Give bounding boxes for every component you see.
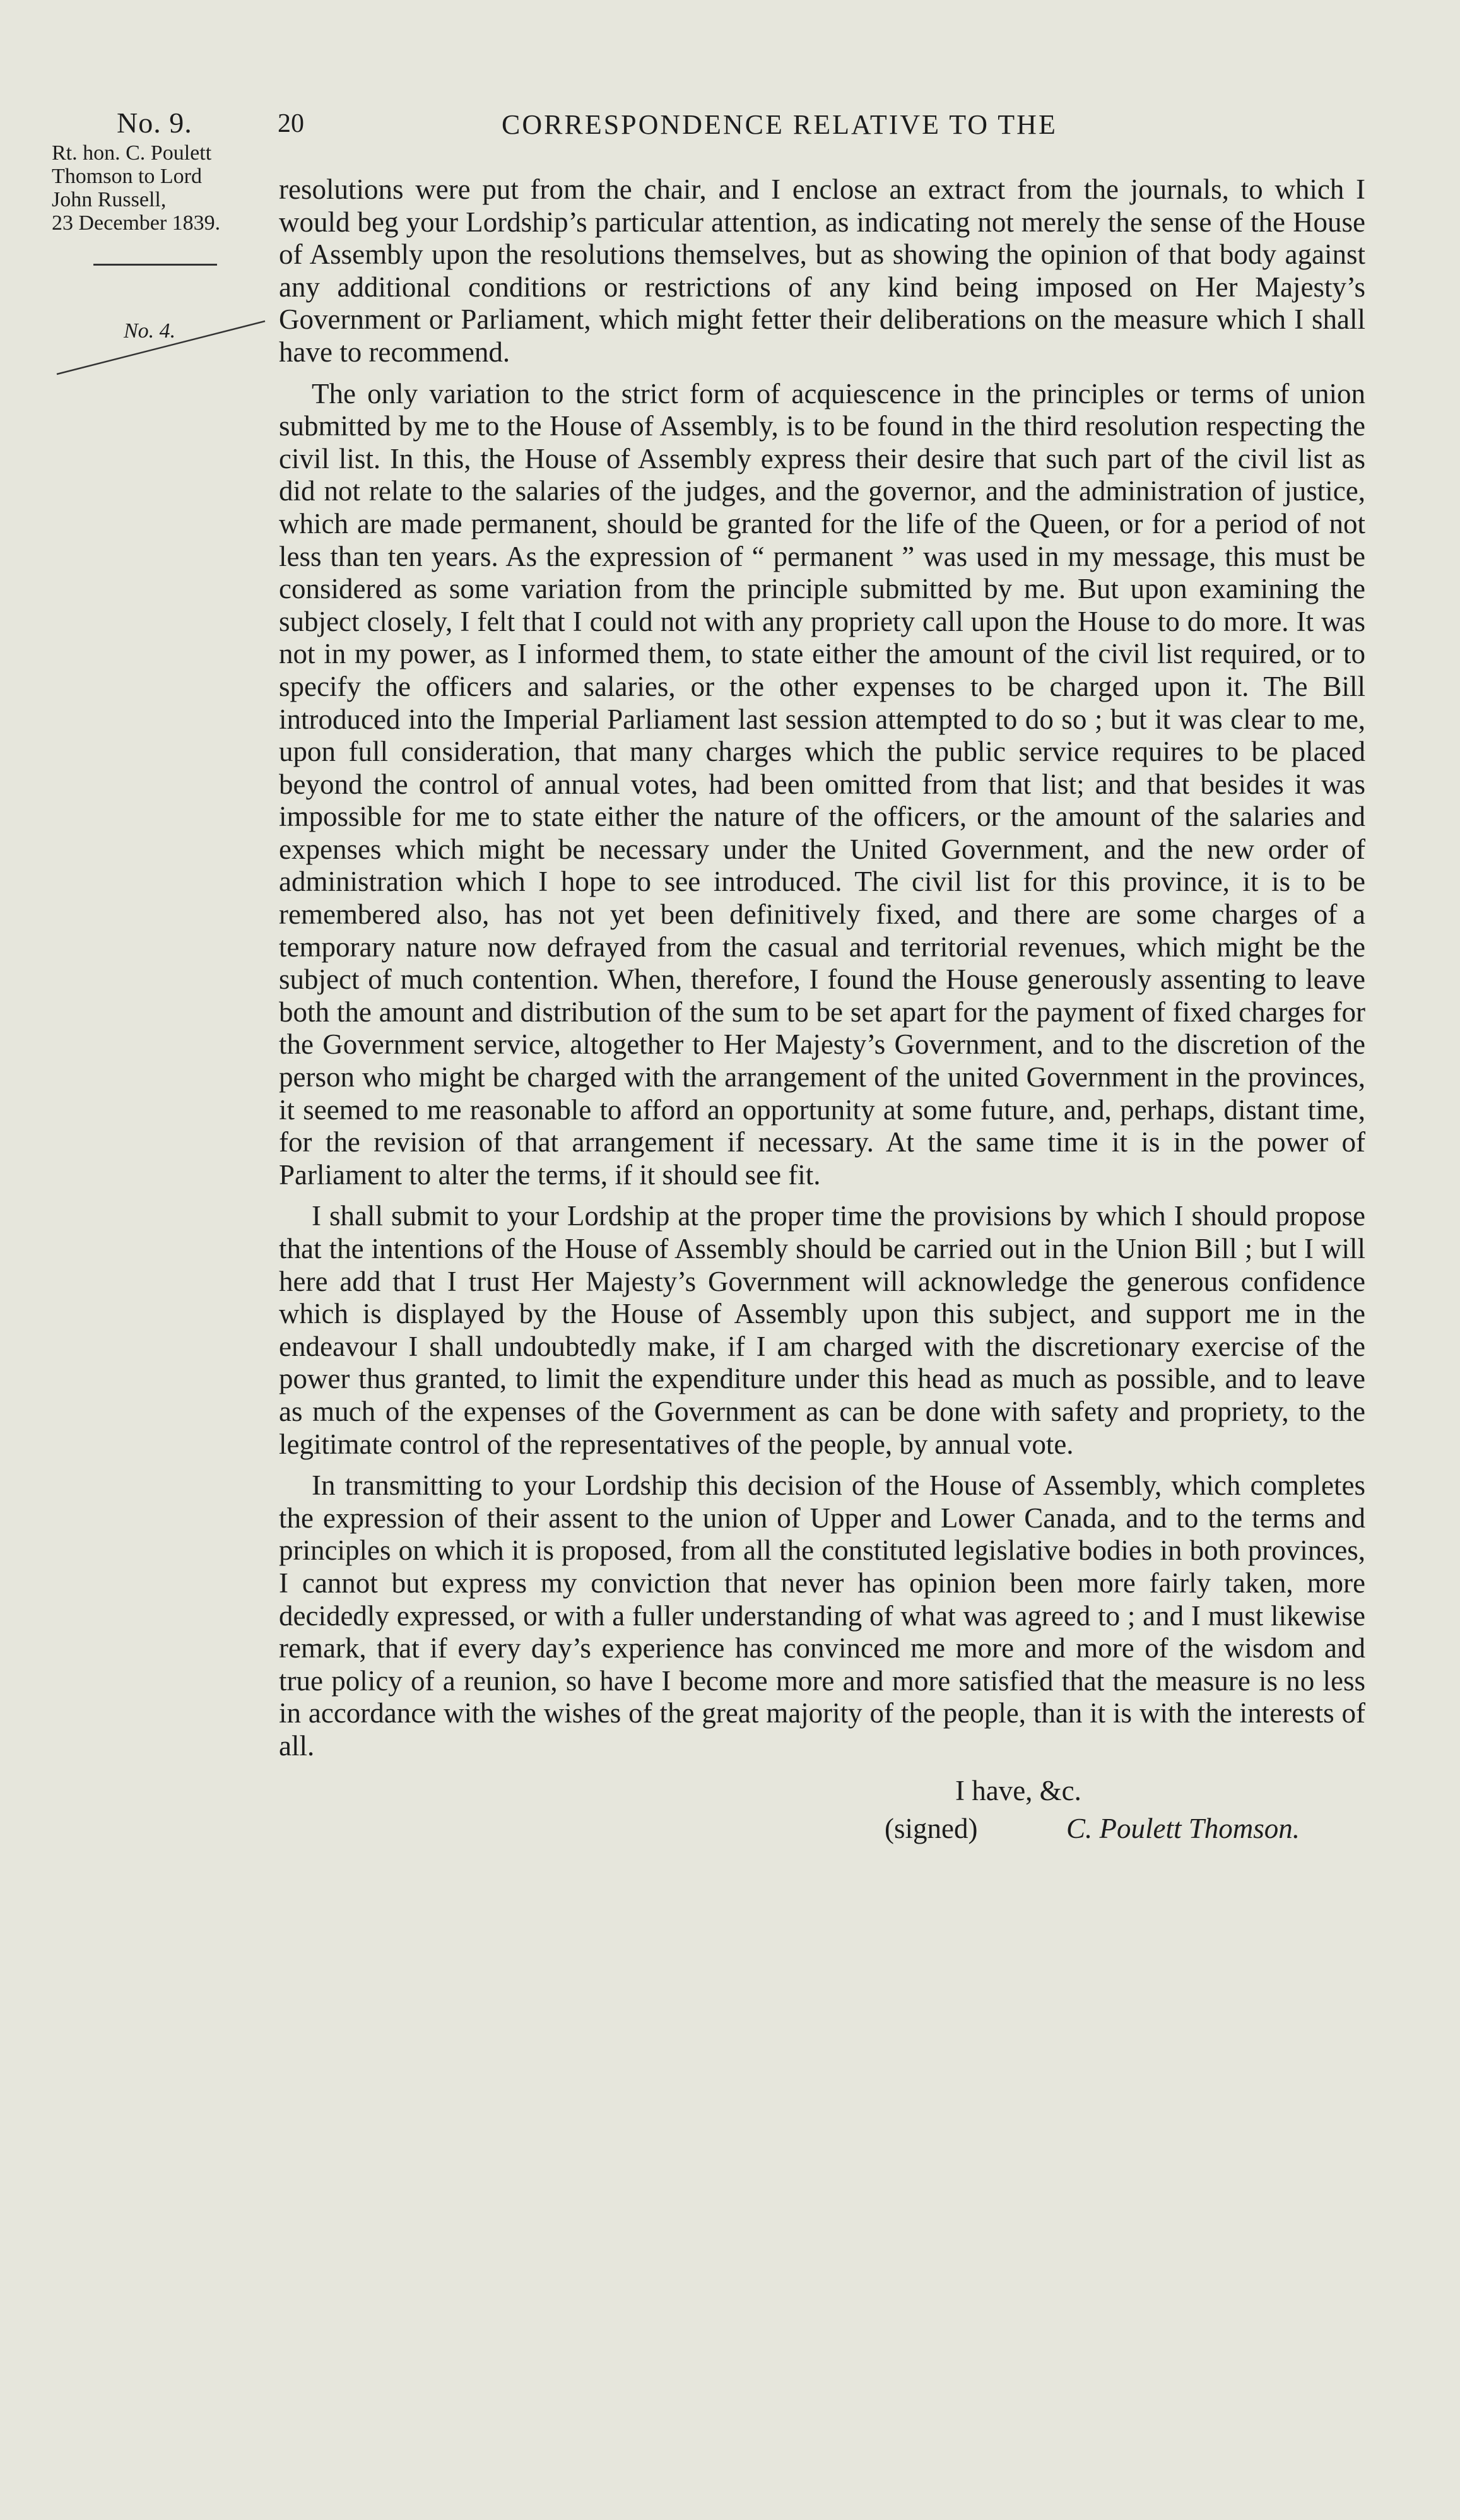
paragraph: I shall submit to your Lordship at the proper time the provisions by which I should propose that the intentions of the House of Assembly should be carried out in the Union Bill ; but I will here add that I trust Her Majesty’s Government will acknowledge the generous confidence which is displayed by the House of Assembly upon this subject, and support me in the endeavour I shall undoubtedly make, if I am charged with the discretionary exercise of the power thus granted, to limit the expenditure under this head as much as possible, and to leave as much of the expenses of the Government as can be done with safety and propriety, to the legitimate control of the representatives of the people, by annual vote. xyxy=(279,1200,1365,1460)
marginal-divider xyxy=(93,264,217,266)
paragraph-continuation: resolutions were put from the chair, and I enclose an extract from the journals, to which I would beg your Lordship’s particular attention, as indicating not merely the sense of the House of Assembly upon the resolutions themselves, but as showing the opinion of that body against any additional conditions or restrictions of any kind being imposed on Her Majesty’s Government or Parliament, which might fetter their deliberations on the measure which I shall have to recommend. xyxy=(279,174,1365,368)
marginal-note-line: 23 December 1839. xyxy=(52,211,221,235)
salutation: I have, &c. xyxy=(955,1774,1081,1806)
letter-closing xyxy=(279,1772,1365,1847)
marginal-note-line: Thomson to Lord xyxy=(52,165,202,188)
marginal-note-line: John Russell, xyxy=(52,188,167,211)
page-number: 20 xyxy=(278,109,304,138)
running-title: CORRESPONDENCE RELATIVE TO THE xyxy=(502,109,1057,140)
signed-label: (signed) xyxy=(885,1812,978,1844)
paragraph: In transmitting to your Lordship this decision of the House of Assembly, which completes the expression of their assent to the union of Upper and Lower Canada, and to the terms and principles on which it is proposed, from all the constituted legislative bodies in both provinces, I cannot but express my conviction that never has opinion been more fairly taken, more decidedly expressed, or with a fuller understanding of what was agreed to ; and I must likewise remark, that if every day’s experience has convinced me more and more of the wisdom and true policy of a reunion, so have I become more and more satisfied that the measure is no less in accordance with the wishes of the great majority of the people, than it is with the interests of all. xyxy=(279,1469,1365,1762)
signature-line xyxy=(279,1810,1365,1847)
document-number: No. 9. xyxy=(117,107,192,139)
paragraph: The only variation to the strict form of acquiescence in the principles or terms of union submitted by me to the House of Assembly, is to be found in the third resolution respecting the civil list. In this, the House of Assembly express their desire that such part of the civil list as did not relate to the salaries of the judges, and the governor, and the administration of justice, which are made permanent, should be granted for the life of the Queen, or for a period of not less than ten years. As the expression of “ permanent ” was used in my message, this must be considered as some variation from the principle submitted by me. But upon examining the subject closely, I felt that I could not with any propriety call upon the House to do more. It was not in my power, as I informed them, to state either the amount of the civil list required, or to specify the officers and salaries, or the other expenses to be charged upon it. The Bill introduced into the Imperial Parliament last session attempted to do so ; but it was clear to me, upon full consideration, that many charges which the public service requires to be placed beyond the control of annual votes, had been omitted from that list; and that besides it was impossible for me to state either the nature of the officers, or the amount of the salaries and expenses which might be necessary under the United Government, and the new order of administration which I hope to see introduced. The civil list for this province, it is to be remembered also, has not yet been definitively fixed, and there are some charges of a temporary nature now defrayed from the casual and territorial revenues, which might be the subject of much contention. When, therefore, I found the House generously assenting to leave both the amount and distribution of the sum to be set apart for the payment of fixed charges for the Government service, altogether to Her Majesty’s Government, and to the discretion of the person who might be charged with the arrangement of the united Government in the provinces, it seemed to me reasonable to afford an opportunity at some future, and, perhaps, distant time, for the revision of that arrangement if necessary. At the same time it is in the power of Parliament to alter the terms, if it should see fit. xyxy=(279,377,1365,1191)
marginal-note-line: Rt. hon. C. Poulett xyxy=(52,141,212,165)
signatory-name: C. Poulett Thomson. xyxy=(1066,1812,1300,1844)
letter-body xyxy=(279,174,1365,1847)
marginal-reference: No. 4. xyxy=(124,319,176,343)
marginal-note xyxy=(52,141,266,235)
running-header xyxy=(117,106,1366,144)
